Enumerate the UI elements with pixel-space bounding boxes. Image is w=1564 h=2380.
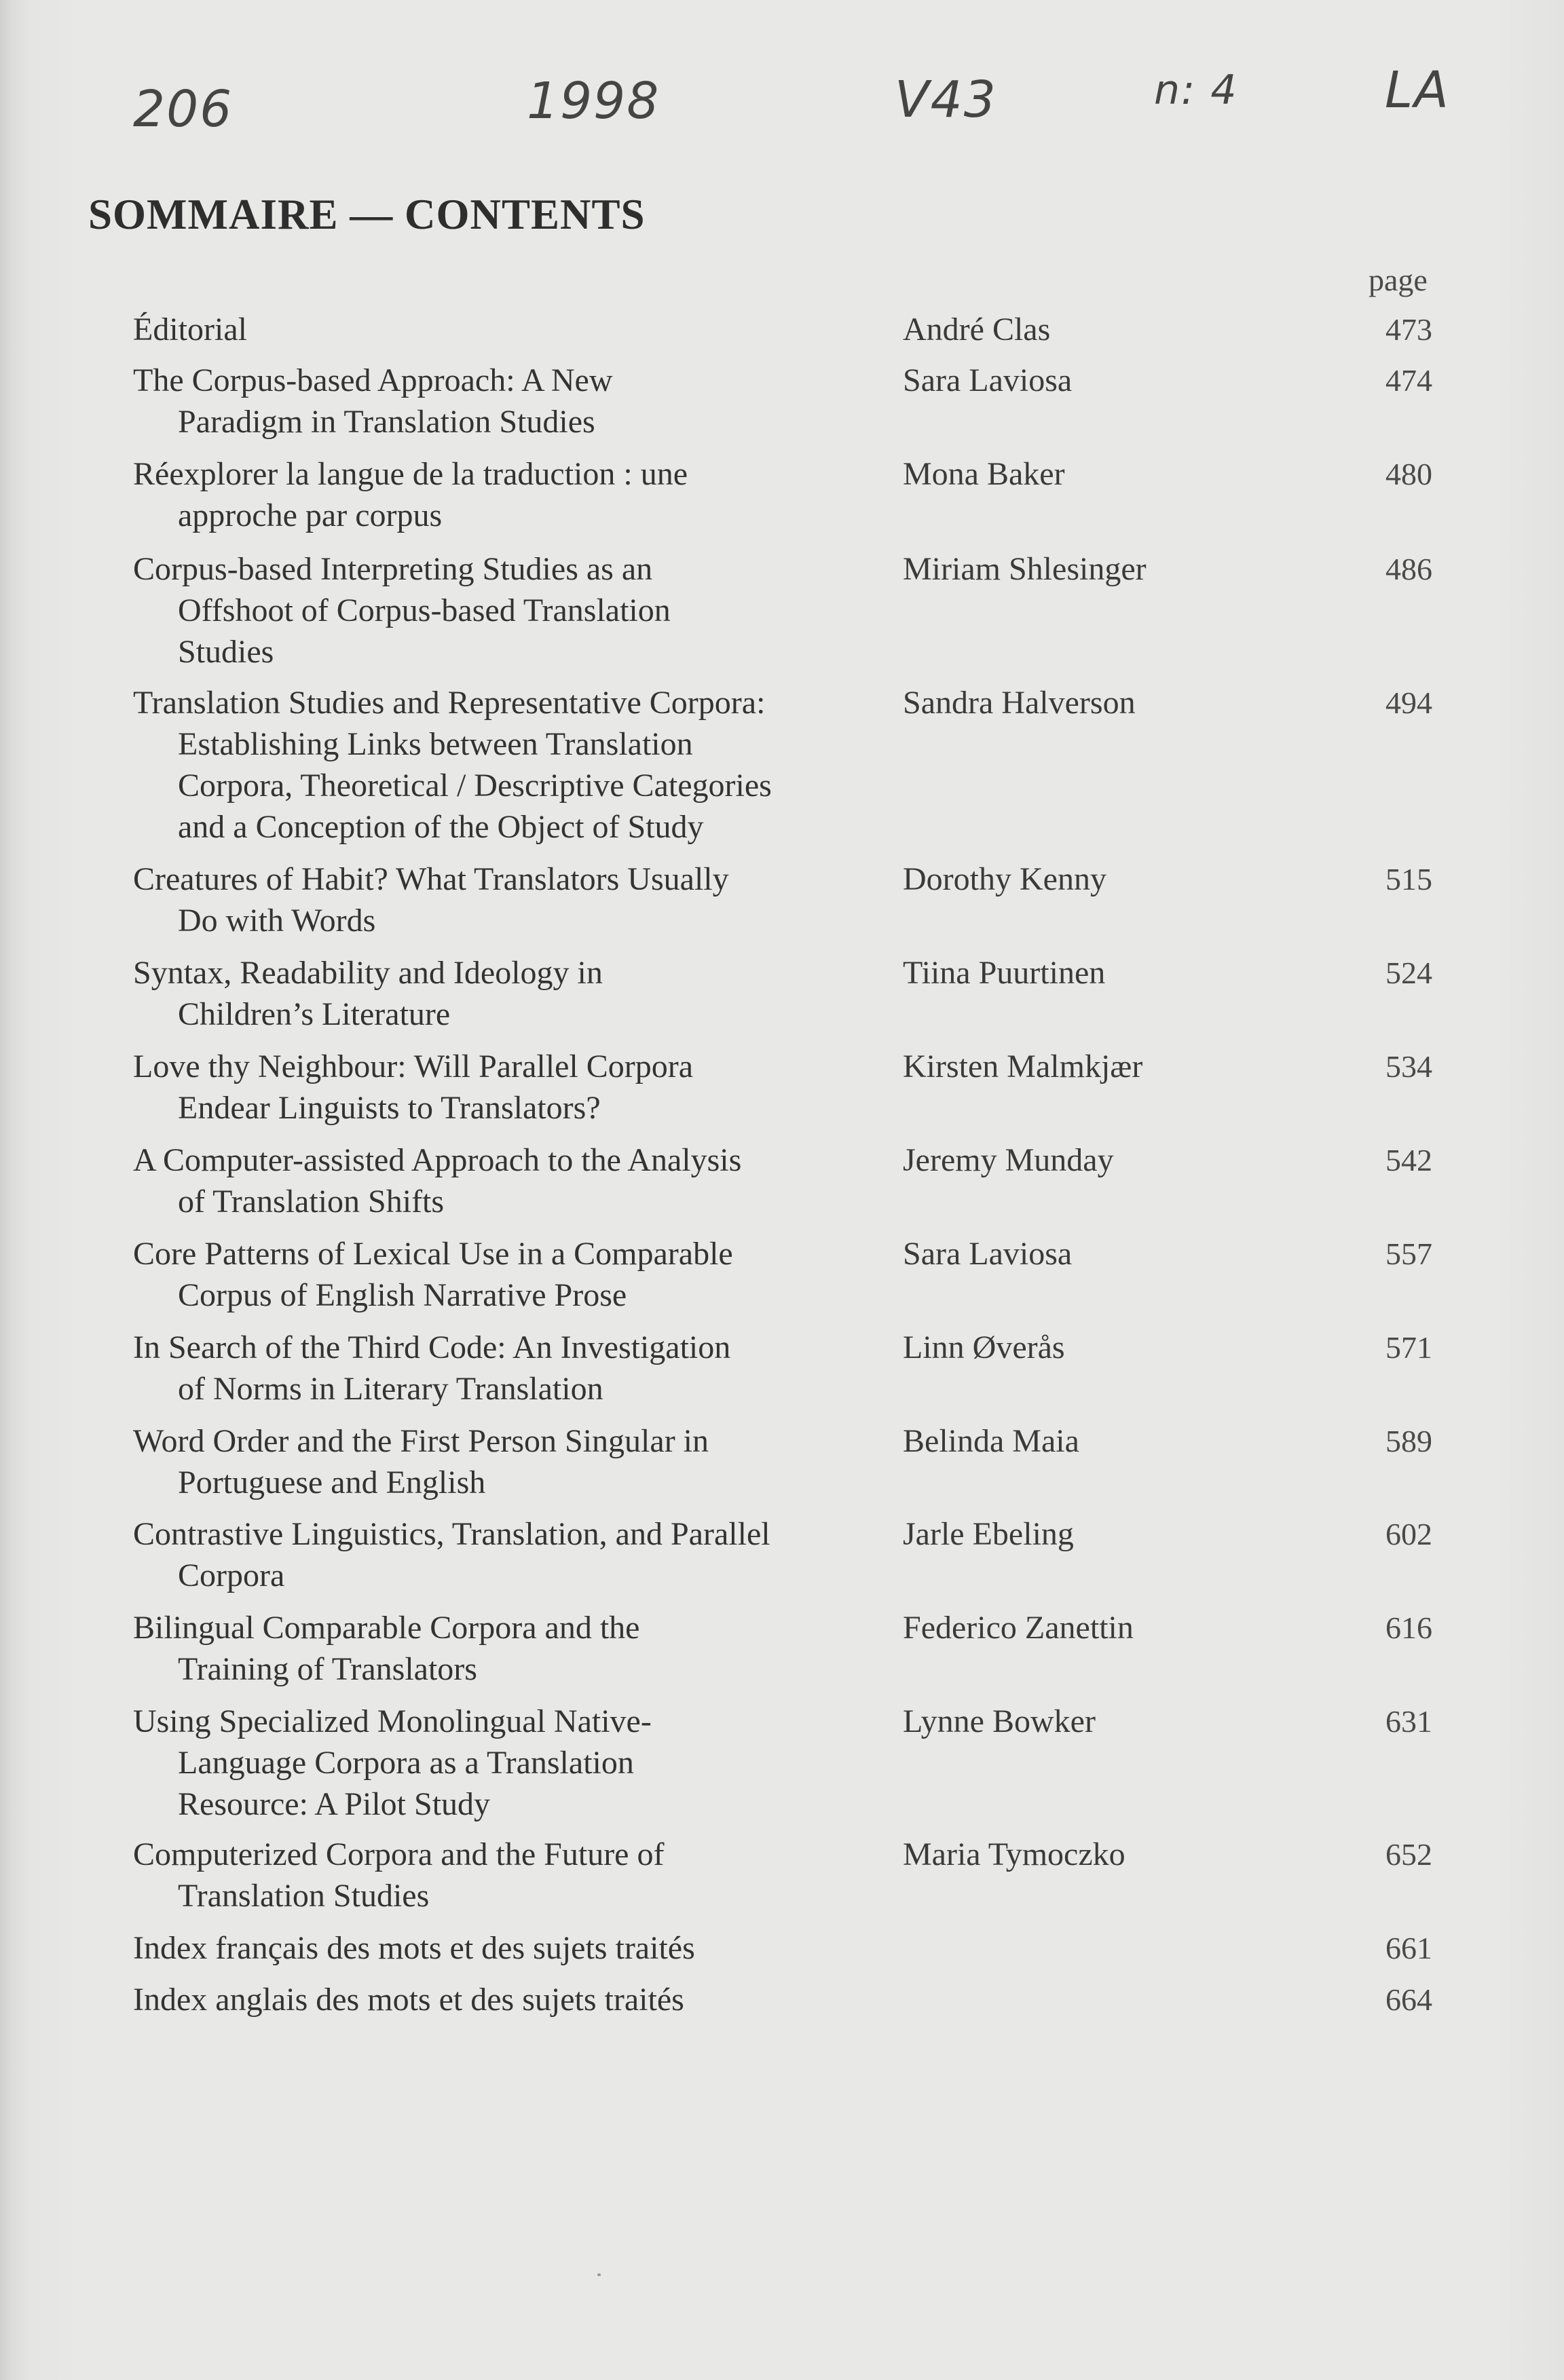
- entry-author: Miriam Shlesinger: [903, 551, 1147, 587]
- entry-author: Jeremy Munday: [903, 1142, 1114, 1178]
- entry-title-line: Computerized Corpora and the Future of: [133, 1836, 665, 1872]
- entry-author: André Clas: [903, 311, 1051, 347]
- entry-page-number: 480: [1385, 457, 1432, 491]
- handwritten-annotation: LA: [1385, 61, 1450, 119]
- entry-title-line: Offshoot of Corpus-based Translation: [178, 592, 671, 628]
- paper-speck: [597, 2273, 601, 2276]
- entry-title-line: of Translation Shifts: [178, 1184, 445, 1220]
- entry-title: [133, 1927, 907, 1969]
- entry-title-line: Corpora: [178, 1557, 285, 1593]
- entry-title-line: Paradigm in Translation Studies: [178, 404, 595, 440]
- entry-title-line: Establishing Links between Translation: [178, 726, 693, 762]
- entry-title-line: Children’s Literature: [178, 996, 451, 1032]
- entry-title-line: Using Specialized Monolingual Native-: [133, 1703, 652, 1739]
- entry-title-line: The Corpus-based Approach: A New: [133, 362, 613, 398]
- entry-author: Sara Laviosa: [903, 1236, 1073, 1272]
- entry-page-number: 473: [1385, 312, 1432, 347]
- entry-title: [133, 360, 907, 442]
- entry-title-line: Translation Studies: [178, 1878, 430, 1914]
- entry-title: [133, 1327, 907, 1410]
- entry-title-line: Endear Linguists to Translators?: [178, 1090, 601, 1126]
- entry-title: [133, 952, 907, 1035]
- entry-title: [133, 453, 907, 536]
- entry-page-number: 557: [1385, 1236, 1432, 1271]
- entry-title: [133, 1607, 907, 1690]
- entry-title: [133, 1701, 907, 1825]
- handwritten-annotation: V43: [895, 71, 997, 129]
- entry-page-number: 515: [1385, 862, 1432, 896]
- entry-page-number: 474: [1385, 363, 1432, 398]
- entry-page-number: 589: [1385, 1424, 1432, 1458]
- entry-title-line: Studies: [178, 634, 274, 670]
- entry-page-number: 486: [1385, 552, 1432, 586]
- entry-title-line: Syntax, Readability and Ideology in: [133, 955, 603, 991]
- entry-author: Mona Baker: [903, 456, 1065, 492]
- entry-author: Federico Zanettin: [903, 1610, 1134, 1646]
- entry-title: [133, 1979, 907, 2020]
- entry-title: [133, 858, 907, 941]
- entry-author: Jarle Ebeling: [903, 1516, 1074, 1552]
- entry-title-line: Index anglais des mots et des sujets traités: [133, 1982, 684, 2018]
- entry-title-line: Language Corpora as a Translation: [178, 1745, 634, 1781]
- entry-author: Sara Laviosa: [903, 362, 1073, 398]
- entry-author: Sandra Halverson: [903, 685, 1136, 721]
- handwritten-annotation: n: 4: [1154, 67, 1238, 114]
- entry-title-line: Translation Studies and Representative Corpora:: [133, 685, 766, 721]
- entry-page-number: 602: [1385, 1517, 1432, 1551]
- entry-page-number: 494: [1385, 685, 1432, 720]
- entry-title-line: A Computer-assisted Approach to the Analysis: [133, 1142, 742, 1178]
- entry-title-line: Éditorial: [133, 311, 247, 347]
- entry-title: [133, 1233, 907, 1316]
- entry-title-line: Training of Translators: [178, 1651, 477, 1687]
- entry-author: Belinda Maia: [903, 1423, 1079, 1459]
- handwritten-annotation: 206: [133, 80, 234, 138]
- entry-author: Linn Øverås: [903, 1329, 1065, 1365]
- entry-title-line: Index français des mots et des sujets traités: [133, 1930, 695, 1966]
- entry-page-number: 661: [1385, 1931, 1432, 1965]
- entry-page-number: 571: [1385, 1330, 1432, 1365]
- entry-author: Kirsten Malmkjær: [903, 1049, 1143, 1084]
- entry-title-line: Do with Words: [178, 903, 376, 939]
- entry-author: Lynne Bowker: [903, 1703, 1096, 1739]
- entry-title-line: and a Conception of the Object of Study: [178, 809, 704, 845]
- entry-title-line: Core Patterns of Lexical Use in a Comparable: [133, 1236, 733, 1272]
- entry-title: [133, 548, 907, 673]
- entry-page-number: 542: [1385, 1143, 1432, 1177]
- entry-title-line: Portuguese and English: [178, 1465, 486, 1500]
- entry-title: [133, 1513, 907, 1596]
- entry-page-number: 534: [1385, 1049, 1432, 1084]
- entry-title-line: Corpora, Theoretical / Descriptive Categories: [178, 768, 772, 804]
- entry-title: [133, 309, 907, 350]
- entry-page-number: 616: [1385, 1610, 1432, 1645]
- entry-title: [133, 1046, 907, 1129]
- entry-title-line: Bilingual Comparable Corpora and the: [133, 1610, 640, 1646]
- entry-title-line: In Search of the Third Code: An Investigation: [133, 1329, 731, 1365]
- entry-title: [133, 1139, 907, 1222]
- entry-page-number: 631: [1385, 1704, 1432, 1739]
- entry-title: [133, 1420, 907, 1503]
- entry-author: Tiina Puurtinen: [903, 955, 1106, 991]
- entry-page-number: 524: [1385, 956, 1432, 990]
- entry-page-number: 664: [1385, 1982, 1432, 2017]
- entry-title-line: approche par corpus: [178, 497, 443, 533]
- page-title: SOMMAIRE — CONTENTS: [88, 191, 646, 238]
- entry-title-line: Word Order and the First Person Singular in: [133, 1423, 709, 1459]
- entry-author: Maria Tymoczko: [903, 1836, 1125, 1872]
- entry-title-line: Corpus-based Interpreting Studies as an: [133, 551, 653, 587]
- entry-title-line: Réexplorer la langue de la traduction : une: [133, 456, 688, 492]
- entry-title: [133, 1834, 907, 1916]
- entry-title-line: Love thy Neighbour: Will Parallel Corpora: [133, 1049, 693, 1084]
- entry-title-line: Resource: A Pilot Study: [178, 1786, 491, 1822]
- entry-author: Dorothy Kenny: [903, 861, 1106, 897]
- entry-title-line: Contrastive Linguistics, Translation, and Parallel: [133, 1516, 770, 1552]
- entry-title-line: of Norms in Literary Translation: [178, 1371, 603, 1407]
- entry-title-line: Creatures of Habit? What Translators Usually: [133, 861, 729, 897]
- page-column-label: page: [1368, 263, 1428, 297]
- entry-title: [133, 682, 907, 848]
- entry-title-line: Corpus of English Narrative Prose: [178, 1277, 627, 1313]
- handwritten-annotation: 1998: [527, 72, 660, 130]
- entry-page-number: 652: [1385, 1837, 1432, 1872]
